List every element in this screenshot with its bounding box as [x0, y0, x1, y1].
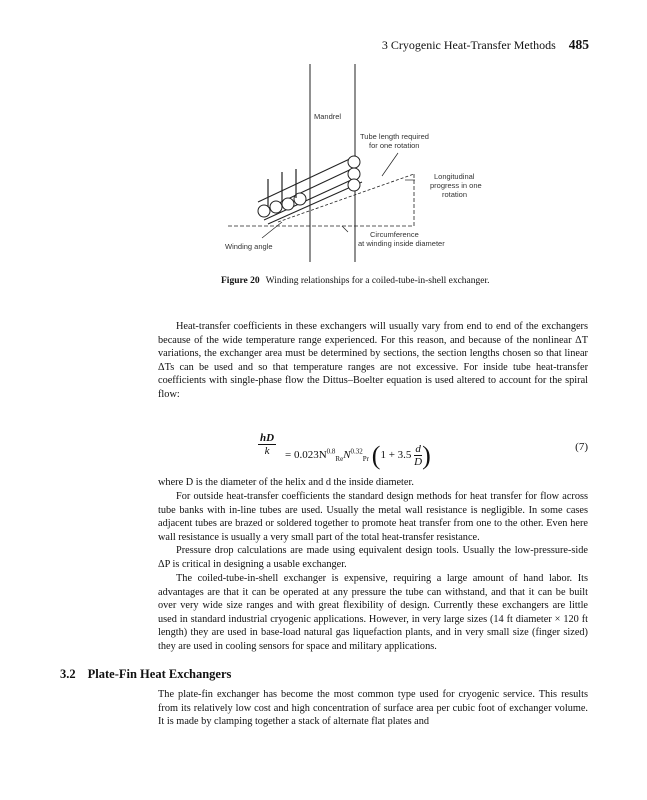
- pr-exponent: 0.32: [350, 447, 363, 456]
- circumference-label-1: Circumference: [370, 230, 419, 239]
- open-paren: (: [371, 441, 381, 470]
- tube-circle: [348, 168, 360, 180]
- D-denominator: D: [414, 456, 423, 468]
- paragraph-3: For outside heat-transfer coefficients the standard design methods for heat transfer for flow across tube banks with in-line tubes are used. Usually the metal wall resistance is negligible. In some cases adjacent tubes are brazed or soldered together to promote heat transfer from one to the other. Even here wall resistance is usually a very small part of the total heat-transfer resistance.: [158, 491, 588, 543]
- tube-length-label-2: for one rotation: [369, 141, 420, 150]
- pr-symbol: N: [343, 449, 351, 461]
- figure-caption: [221, 276, 489, 286]
- equation-number: (7): [575, 441, 588, 453]
- section-title: Plate-Fin Heat Exchangers: [87, 667, 232, 681]
- page-number: 485: [568, 37, 589, 52]
- equation-coefficient: = 0.023N: [285, 449, 327, 461]
- equation-rhs: [285, 441, 431, 471]
- d-numerator: d: [415, 443, 421, 455]
- circumference-label-2: at winding inside diameter: [358, 239, 445, 248]
- running-header: [60, 37, 589, 53]
- d-over-D-fraction: [414, 443, 422, 468]
- paragraph-6: The plate-fin exchanger has become the most common type used for cryogenic service. This results from its relatively low cost and high concentration of surface area per cubic foot of exchanger volume. It is made by clamping together a stack of alternate flat plates and: [158, 689, 588, 728]
- figure-20-diagram: [220, 64, 500, 262]
- caption-label: Figure 20: [221, 276, 260, 286]
- lhs-denominator: k: [264, 445, 270, 457]
- winding-angle-leader: [262, 222, 282, 238]
- pr-subscript: Pr: [362, 455, 370, 464]
- chapter-title: 3 Cryogenic Heat-Transfer Methods: [381, 38, 556, 52]
- re-subscript: Re: [335, 455, 344, 464]
- tube-circle: [348, 156, 360, 168]
- circumference-leader: [342, 226, 348, 232]
- close-paren: ): [422, 441, 431, 470]
- tube-circle: [282, 198, 294, 210]
- section-heading: [60, 667, 231, 682]
- paragraph-5: The coiled-tube-in-shell exchanger is expensive, requiring a large amount of hand labor. Its advantages are that it can be operated at any pressure the tube can withstand, and that it can be built over very wide size ranges and with great flexibility of design. Currently these exchangers are little used in standard industrial cryogenic applications. However, in very large sizes (14 ft diameter × 120 ft length) they are used in base-load natural gas liquefaction plants, and in very small size (finger sized) they are used in cooling sensors for space and military applications.: [158, 573, 588, 652]
- tube-length-leader: [382, 153, 398, 176]
- paragraph-4: Pressure drop calculations are made using equivalent design tools. Usually the low-pressure-side ΔP is critical in designing a usable exchanger.: [158, 545, 588, 570]
- winding-diagram-svg: [220, 64, 500, 262]
- re-exponent: 0.8: [326, 447, 336, 456]
- section-number: 3.2: [60, 667, 76, 681]
- paragraph-1: Heat-transfer coefficients in these exchangers will usually vary from end to end of the exchangers because of the wide temperature range experienced. For this reason, and because of the nonlinear ΔT variations, the exchanger area must be determined by sections, the section lengths chosen so that linear ΔTs can be used and so that temperature ranges are not excessive. For inside tube heat-transfer coefficients with single-phase flow the Dittus–Boelter equation is used altered to account for the spiral flow:: [158, 321, 588, 400]
- lhs-fraction: [258, 432, 276, 457]
- winding-angle-label: Winding angle: [225, 242, 273, 251]
- paragraph-2: where D is the diameter of the helix and d the inside diameter.: [158, 477, 414, 488]
- equation-inner: 1 + 3.5: [380, 449, 412, 461]
- tube-circle: [270, 201, 282, 213]
- longitudinal-label-1: Longitudinal: [434, 172, 475, 181]
- caption-text: Winding relationships for a coiled-tube-in-shell exchanger.: [265, 276, 490, 286]
- longitudinal-label-3: rotation: [442, 190, 468, 199]
- equation-7: [158, 432, 588, 468]
- lhs-numerator: hD: [260, 432, 275, 444]
- tube-circle: [348, 179, 360, 191]
- longitudinal-label-2: progress in one: [430, 181, 482, 190]
- tube-length-label-1: Tube length required: [360, 132, 429, 141]
- mandrel-label: Mandrel: [314, 112, 342, 121]
